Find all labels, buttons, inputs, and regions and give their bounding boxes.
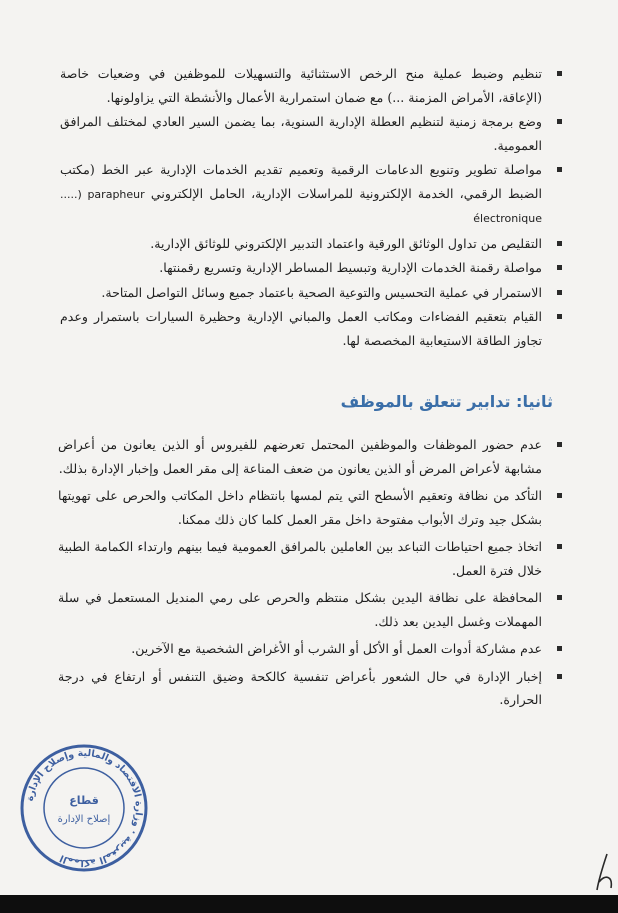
official-stamp-icon [14,738,154,878]
list-item: عدم حضور الموظفات والموظفين المحتمل تعرضهم للفيروس أو الذين يعانون من أعراض مشابهة لأعراض المرض أو الذين يعانون من ضعف المناعة إلى مقر العمل وإخبار الإدارة بذلك. [58,433,542,480]
list-item: التأكد من نظافة وتعقيم الأسطح التي يتم لمسها بانتظام داخل المكاتب والحرص على تهويتها بشكل جيد وترك الأبواب مفتوحة داخل مقر العمل كلما كان ذلك ممكنا. [58,484,542,531]
list-item [60,158,542,231]
list-item-text: مواصلة تطوير وتنويع الدعامات الرقمية وتعميم تقديم الخدمات الإدارية عبر الخط (مكتب الضبط الرقمي، الخدمة الإلكترونية للمراسلات الإدارية، الحامل الإلكتروني [60,162,542,201]
svg-text:المملكة المغربية · وزارة الاقت: المملكة المغربية · وزارة الاقتصاد والمالية وإصلاح الإدارة [24,747,145,869]
list-item: المحافظة على نظافة اليدين بشكل منتظم والحرص على رمي المنديل المستعمل في سلة المهملات وغسل اليدين بعد ذلك. [58,586,542,633]
measures-list-employee [58,433,542,716]
bottom-edge-bar [0,895,618,913]
measures-list-general [60,62,542,353]
list-item: التقليص من تداول الوثائق الورقية واعتماد التدبير الإلكتروني للوثائق الإدارية. [60,232,542,256]
signature-mark [585,852,618,892]
list-item: مواصلة رقمنة الخدمات الإدارية وتبسيط المساطر الإدارية وتسريع رقمنتها. [60,256,542,280]
list-item: إخبار الإدارة في حال الشعور بأعراض تنفسية كالكحة وضيق التنفس أو ارتفاع في درجة الحرارة. [58,665,542,712]
svg-text:إصلاح الإدارة: إصلاح الإدارة [57,814,111,825]
list-item: القيام بتعقيم الفضاءات ومكاتب العمل والمباني الإدارية وحظيرة السيارات باستمرار وعدم تجاوز الطاقة الاستيعابية المخصصة لها. [60,305,542,352]
list-item: وضع برمجة زمنية لتنظيم العطلة الإدارية السنوية، بما يضمن السير العادي لمختلف المرافق العمومية. [60,110,542,157]
french-term: .....) parapheur électronique [60,187,542,225]
list-item: الاستمرار في عملية التحسيس والتوعية الصحية باعتماد جميع وسائل التواصل المتاحة. [60,281,542,305]
list-item: عدم مشاركة أدوات العمل أو الأكل أو الشرب أو الأغراض الشخصية مع الآخرين. [58,637,542,661]
list-item: اتخاذ جميع احتياطات التباعد بين العاملين بالمرافق العمومية فيما بينهم وارتداء الكمامة الطبية خلال فترة العمل. [58,535,542,582]
list-item: تنظيم وضبط عملية منح الرخص الاستثنائية والتسهيلات للموظفين في وضعيات خاصة (الإعاقة، الأمراض المزمنة ...) مع ضمان استمرارية الأعمال والأنشطة التي يزاولونها. [60,62,542,109]
svg-text:قطاع: قطاع [69,794,99,807]
section-title-employee-measures: ثانيا: تدابير تتعلق بالموظف [340,392,553,411]
